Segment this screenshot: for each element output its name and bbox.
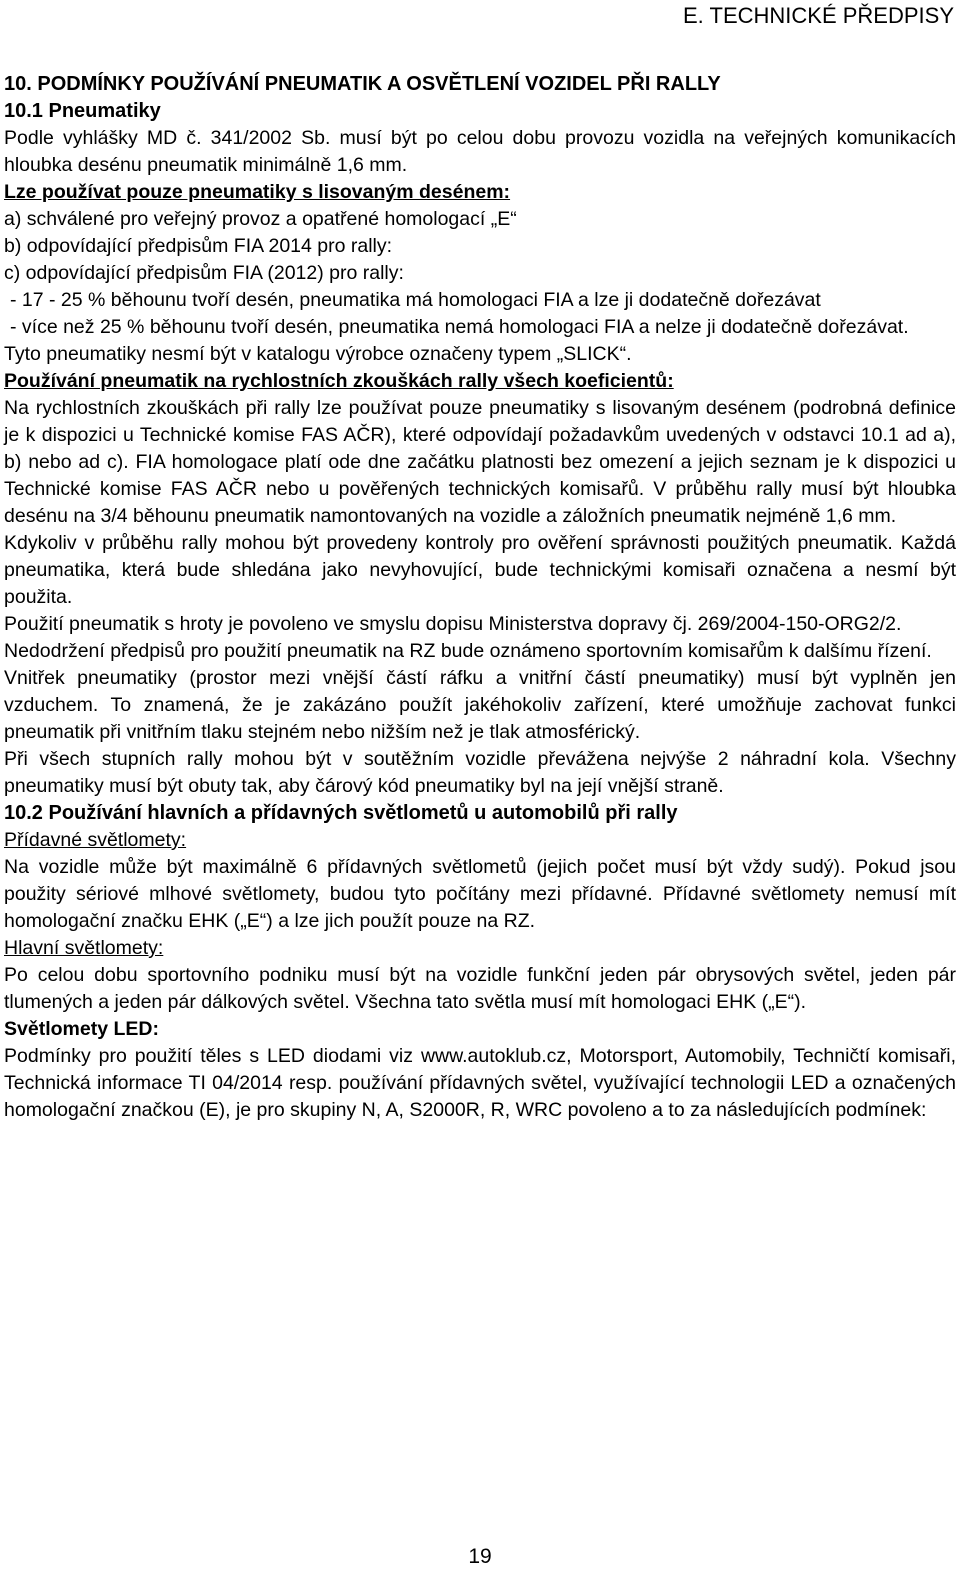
page-number: 19: [468, 1545, 492, 1568]
paragraph-pridavne: Na vozidle může být maximálně 6 přídavných světlometů (jejich počet musí být vždy sudý). Pokud jsou použity sériové mlhové světlomety, budou tyto počítány mezi přídavné. Přídavné světlomety nemusí mít homologační značku EHK („E“) a lze jich použít pouze na RZ.: [4, 856, 956, 932]
paragraph-kontroly: Kdykoliv v průběhu rally mohou být provedeny kontroly pro ověření správnosti použitých pneumatik. Každá pneumatika, která bude shledána jako nevyhovující, bude technickými komisaři označena a nesmí být použita.: [4, 532, 956, 608]
paragraph-stupnich: Při všech stupních rally mohou být v soutěžním vozidle převážena nejvýše 2 náhradní kola. Všechny pneumatiky musí být obuty tak, aby čárový kód pneumatiky byl na její vnější straně.: [4, 748, 956, 797]
subsection-heading-102: 10.2 Používání hlavních a přídavných světlometů u automobilů při rally: [4, 802, 678, 824]
list-item-b: b) odpovídající předpisům FIA 2014 pro rally:: [4, 235, 393, 257]
pridavne-heading: Přídavné světlomety:: [4, 829, 187, 851]
dash-item-1: - 17 - 25 % běhounu tvoří desén, pneumatika má homologaci FIA a lze ji dodatečně dořezávat: [10, 289, 821, 311]
document-header: E. TECHNICKÉ PŘEDPISY: [683, 3, 954, 28]
led-heading: Světlomety LED:: [4, 1018, 159, 1040]
tire-type-heading: Lze používat pouze pneumatiky s lisovaným desénem:: [4, 181, 511, 203]
paragraph-led: Podmínky pro použití těles s LED diodami viz www.autoklub.cz, Motorsport, Automobily, Techničtí komisaři, Technická informace TI 04/2014 resp. používání přídavných světel, využívající technologii LED a označených homologační značkou (E), je pro skupiny N, A, S2000R, R, WRC povoleno a to za následujících podmínek:: [4, 1045, 956, 1121]
paragraph-vnitrek: Vnitřek pneumatiky (prostor mezi vnější částí ráfku a vnitřní částí pneumatiky) musí být vyplněn jen vzduchem. To znamená, že je zakázáno použít jakéhokoliv zařízení, které umožňuje zachovat funkci pneumatik při vnitřním tlaku stejném nebo nižším než je tlak atmosférický.: [4, 667, 956, 743]
paragraph-rz: Na rychlostních zkouškách při rally lze používat pouze pneumatiky s lisovaným desénem (podrobná definice je k dispozici u Technické komise FAS AČR), které odpovídají požadavkům uvedených v odstavci 10.1 ad a), b) nebo ad c). FIA homologace platí ode dne začátku platnosti bez omezení a jejich seznam je k dispozici u Technické komise FAS AČR nebo u pověřených technických komisařů. V průběhu rally musí být hloubka desénu na 3/4 běhounu pneumatik namontovaných na vozidle a záložních pneumatik nejméně 1,6 mm.: [4, 397, 956, 527]
paragraph-hroty: Použití pneumatik s hroty je povoleno ve smyslu dopisu Ministerstva dopravy čj. 269/2004-150-ORG2/2.: [4, 613, 902, 635]
list-item-a: a) schválené pro veřejný provoz a opatřené homologací „E“: [4, 208, 517, 230]
list-item-c: c) odpovídající předpisům FIA (2012) pro rally:: [4, 262, 404, 284]
subsection-heading: 10.1 Pneumatiky: [4, 100, 161, 122]
document-body: [4, 71, 956, 1124]
slick-note: Tyto pneumatiky nesmí být v katalogu výrobce označeny typem „SLICK“.: [4, 343, 632, 365]
rz-heading: Používání pneumatik na rychlostních zkouškách rally všech koeficientů:: [4, 370, 674, 392]
paragraph-intro: Podle vyhlášky MD č. 341/2002 Sb. musí být po celou dobu provozu vozidla na veřejných komunikacích hloubka desénu pneumatik minimálně 1,6 mm.: [4, 127, 956, 176]
section-heading: 10. PODMÍNKY POUŽÍVÁNÍ PNEUMATIK A OSVĚTLENÍ VOZIDEL PŘI RALLY: [4, 73, 721, 95]
hlavni-heading: Hlavní světlomety:: [4, 937, 164, 959]
paragraph-nedodrzeni: Nedodržení předpisů pro použití pneumatik na RZ bude oznámeno sportovním komisařům k dalšímu řízení.: [4, 640, 932, 662]
paragraph-hlavni: Po celou dobu sportovního podniku musí být na vozidle funkční jeden pár obrysových světel, jeden pár tlumených a jeden pár dálkových světel. Všechna tato světla musí mít homologaci EHK („E“).: [4, 964, 956, 1013]
dash-item-2: - více než 25 % běhounu tvoří desén, pneumatika nemá homologaci FIA a nelze ji dodatečně dořezávat.: [10, 316, 909, 338]
